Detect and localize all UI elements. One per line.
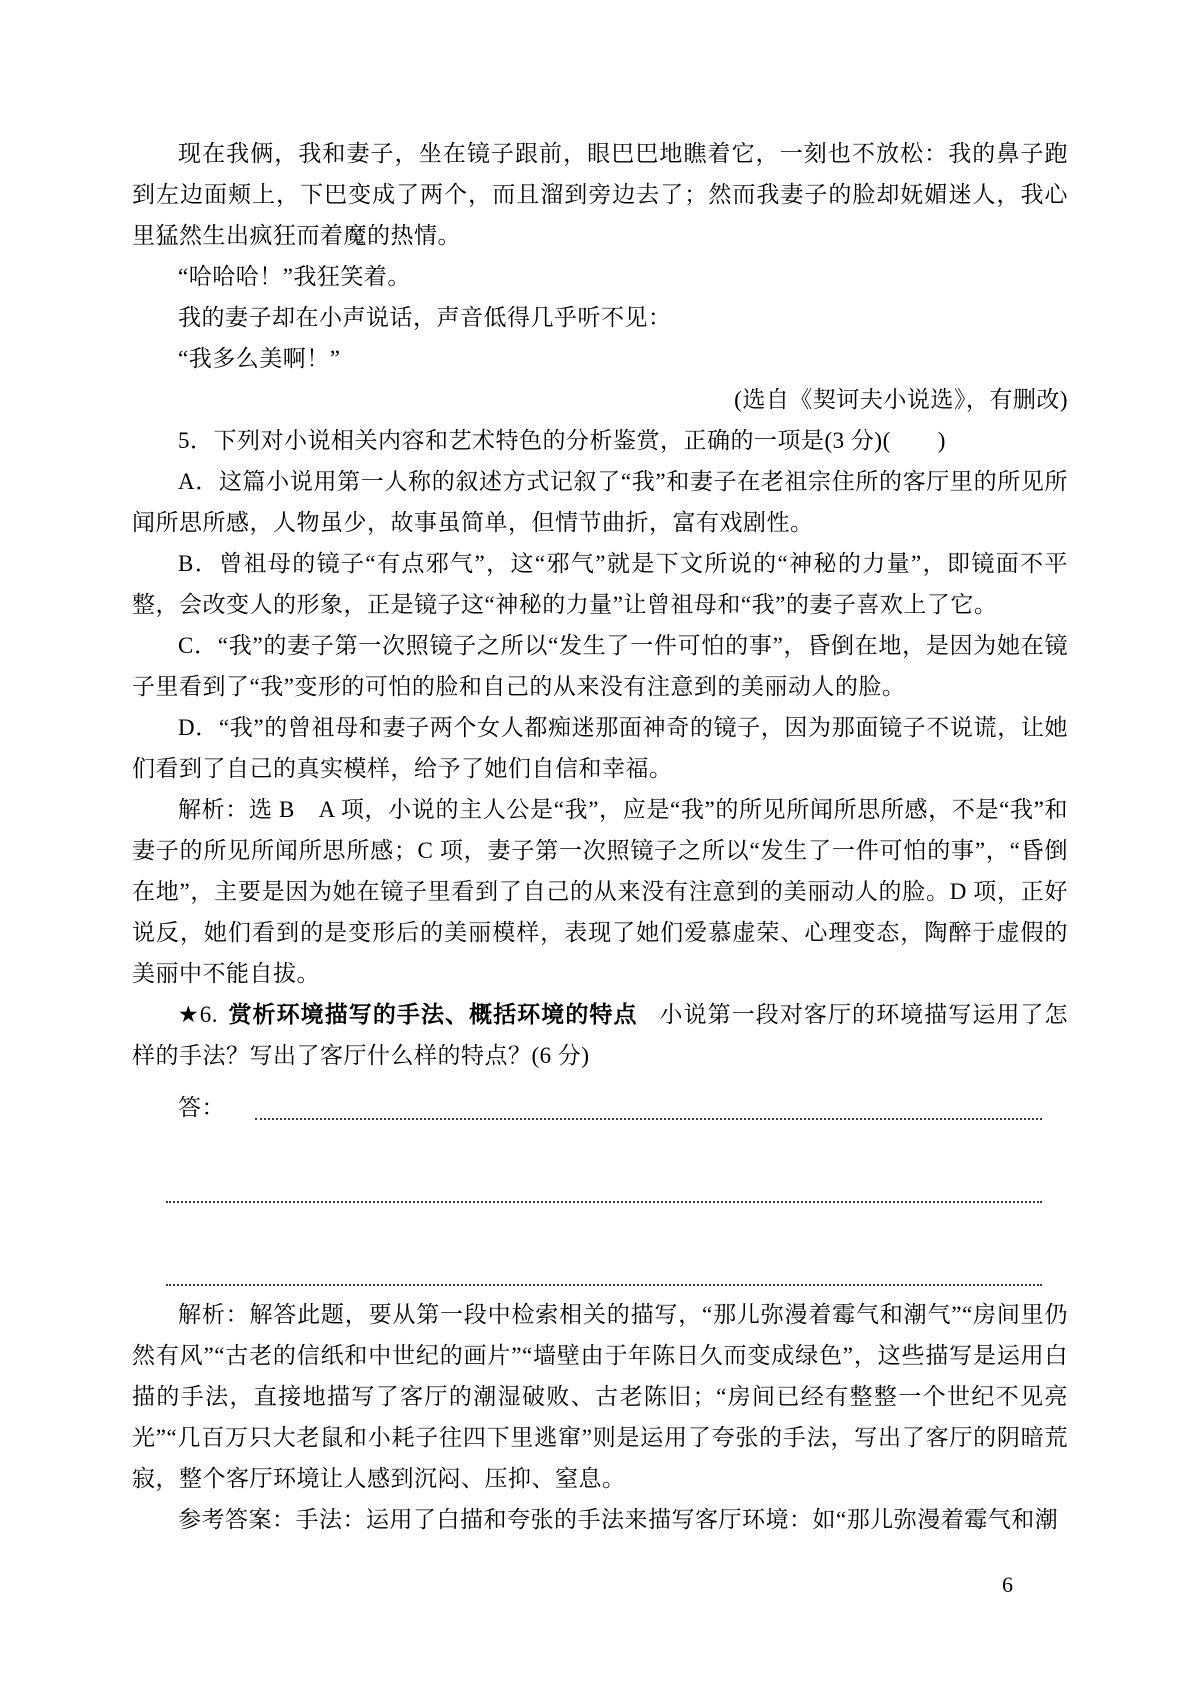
question5-stem: 5．下列对小说相关内容和艺术特色的分析鉴赏，正确的一项是(3 分)( ) [178, 428, 946, 453]
answer-write-line [166, 1284, 1042, 1286]
answer-write-line [255, 1118, 1042, 1120]
star-icon: ★ [178, 1002, 200, 1027]
question5-option-d: D．“我”的曾祖母和妻子两个女人都痴迷那面神奇的镜子，因为那面镜子不说谎，让她们看到了自己的真实模样，给予了她们自信和幸福。 [132, 715, 1068, 781]
question5-option-b: B．曾祖母的镜子“有点邪气”，这“邪气”就是下文所说的“神秘的力量”，即镜面不平整，会改变人的形象，正是镜子这“神秘的力量”让曾祖母和“我”的妻子喜欢上了它。 [132, 551, 1068, 617]
question6-reference-answer: 参考答案：手法：运用了白描和夸张的手法来描写客厅环境：如“那儿弥漫着霉气和潮 [178, 1507, 1059, 1532]
question5-option-c: C．“我”的妻子第一次照镜子之所以“发生了一件可怕的事”，昏倒在地，是因为她在镜子里看到了“我”变形的可怕的脸和自己的从来没有注意到的美丽动人的脸。 [132, 633, 1068, 699]
question5-analysis: 解析：选 B A 项，小说的主人公是“我”，应是“我”的所见所闻所思所感，不是“我”和妻子的所见所闻所思所感；C 项，妻子第一次照镜子之所以“发生了一件可怕的事”，“昏倒在地”，主要是因为她在镜子里看到了自己的从来没有注意到的美丽动人的脸。D 项，正好说反，她们看到的是变形后的美丽模样，表现了她们爱慕虚荣、心理变态，陶醉于虚假的美丽中不能自拔。 [132, 797, 1068, 986]
answer-label: 答： [178, 1095, 225, 1120]
answer-write-line [166, 1201, 1042, 1203]
question5-option-a: A．这篇小说用第一人称的叙述方式记叙了“我”和妻子在老祖宗住所的客厅里的所见所闻所思所感，人物虽少，故事虽简单，但情节曲折，富有戏剧性。 [132, 469, 1068, 535]
question6-stem-line [132, 994, 1068, 1076]
page-number: 6 [1002, 1572, 1013, 1597]
story-dialogue-line: “我多么美啊！” [178, 346, 341, 371]
story-dialogue-line: 我的妻子却在小声说话，声音低得几乎听不见： [178, 305, 672, 330]
story-dialogue-line: “哈哈哈！”我狂笑着。 [178, 264, 411, 289]
page-content [132, 133, 1068, 1540]
answer-row [132, 1076, 1068, 1128]
question6-stem: 小说第一段对客厅的环境描写运用了怎样的手法？写出了客厅什么样的特点？(6 分) [132, 1002, 1069, 1068]
question6-analysis: 解析：解答此题，要从第一段中检索相关的描写，“那儿弥漫着霉气和潮气”“房间里仍然有风”“古老的信纸和中世纪的画片”“墙壁由于年陈日久而变成绿色”，这些描写是运用白描的手法，直接地描写了客厅的潮湿破败、古老陈旧；“房间已经有整整一个世纪不见亮光”“几百万只大老鼠和小耗子往四下里逃窜”则是运用了夸张的手法，写出了客厅的阴暗荒寂，整个客厅环境让人感到沉闷、压抑、窒息。 [132, 1302, 1068, 1491]
source-attribution: (选自《契诃夫小说选》，有删改) [734, 387, 1068, 412]
answer-area [132, 1076, 1068, 1294]
answer-row [132, 1211, 1068, 1294]
answer-row [132, 1128, 1068, 1211]
question6-number: 6. [199, 1002, 218, 1027]
story-paragraph: 现在我俩，我和妻子，坐在镜子跟前，眼巴巴地瞧着它，一刻也不放松：我的鼻子跑到左边面颊上，下巴变成了两个，而且溜到旁边去了；然而我妻子的脸却妩媚迷人，我心里猛然生出疯狂而着魔的热情。 [132, 141, 1068, 248]
question6-skill-label: 赏析环境描写的手法、概括环境的特点 [227, 1002, 638, 1027]
